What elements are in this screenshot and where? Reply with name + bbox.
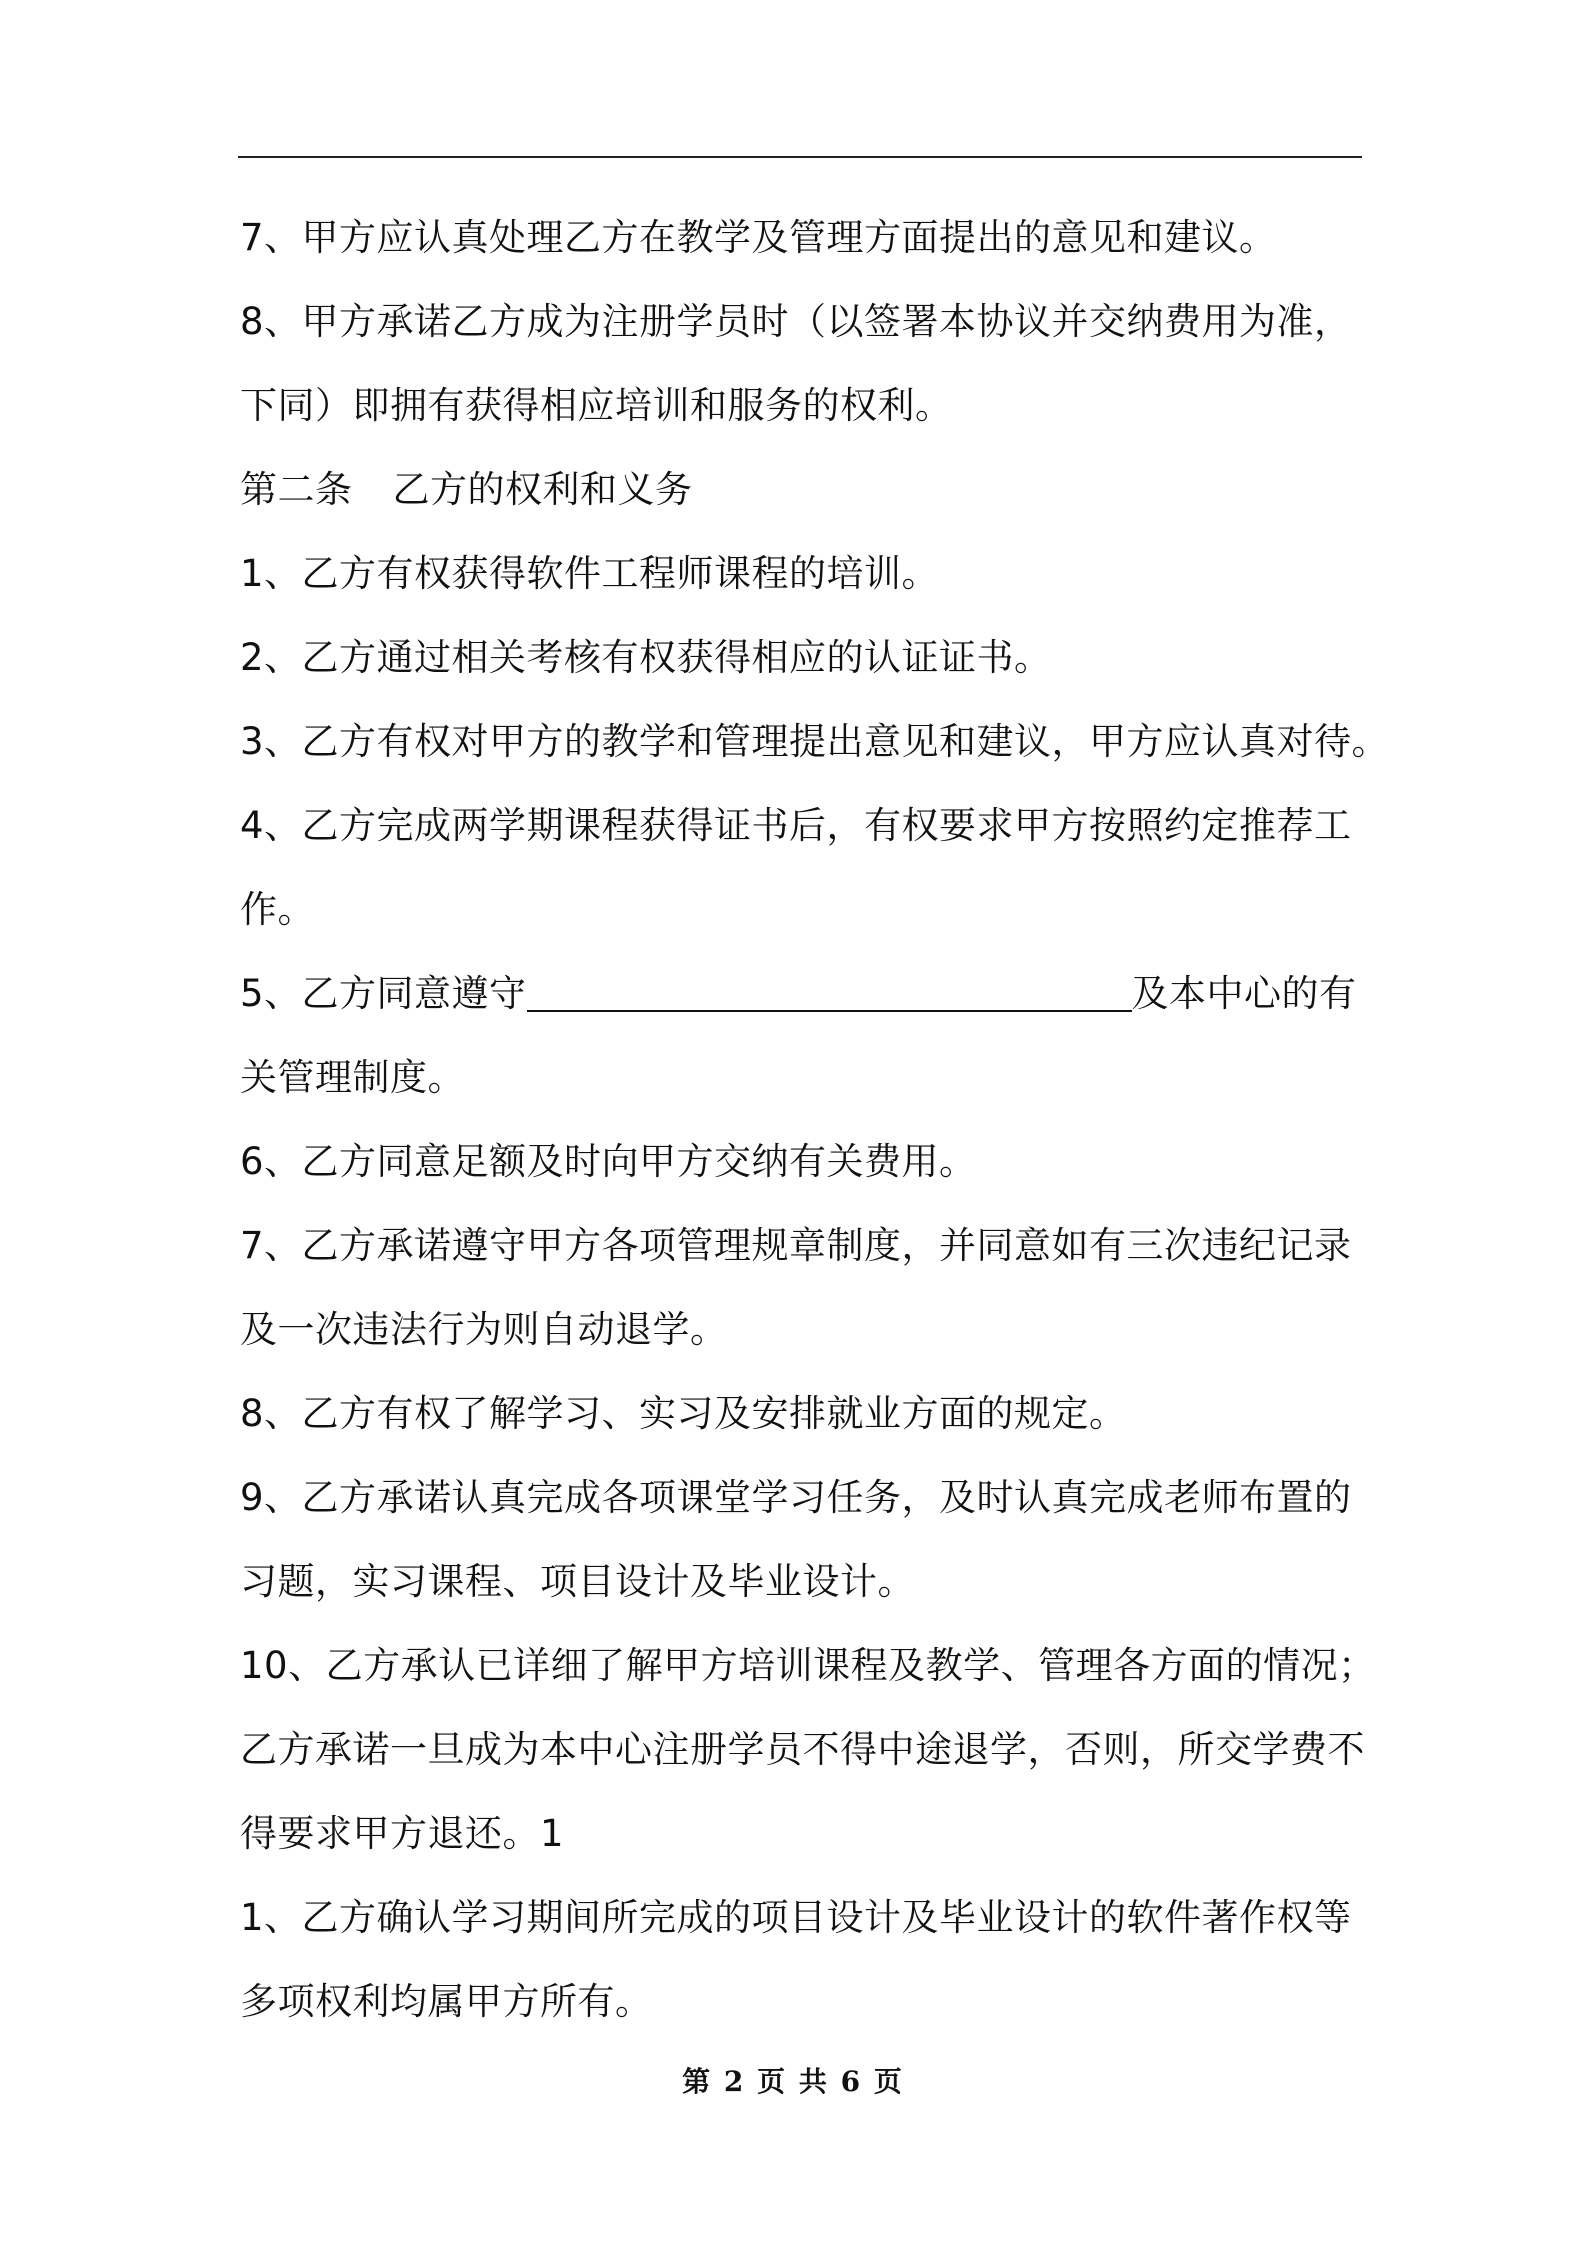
fill-in-blank [527, 974, 1132, 1012]
paragraph-line: 得要求甲方退还。1 [240, 1812, 565, 1855]
paragraph-line: 3、乙方有权对甲方的教学和管理提出意见和建议，甲方应认真对待。 [240, 720, 1390, 763]
section-number: 第二条 [240, 468, 353, 511]
paragraph-line: 1、乙方确认学习期间所完成的项目设计及毕业设计的软件著作权等 [240, 1896, 1352, 1939]
section-heading [240, 448, 1380, 532]
page-number: 第 2 页 共 6 页 [682, 2065, 904, 2098]
paragraph-line: 7、乙方承诺遵守甲方各项管理规章制度，并同意如有三次违纪记录 [240, 1224, 1352, 1267]
paragraph-line: 及一次违法行为则自动退学。 [240, 1308, 728, 1351]
paragraph-line: 习题，实习课程、项目设计及毕业设计。 [240, 1560, 915, 1603]
paragraph-line: 10、乙方承认已详细了解甲方培训课程及教学、管理各方面的情况； [240, 1644, 1376, 1687]
paragraph-line: 7、甲方应认真处理乙方在教学及管理方面提出的意见和建议。 [240, 216, 1277, 259]
item-5-suffix: 及本中心的有 [1131, 972, 1357, 1015]
document-body [240, 196, 1390, 2044]
item-5-prefix: 5、乙方同意遵守 [240, 972, 527, 1015]
paragraph-line: 1、乙方有权获得软件工程师课程的培训。 [240, 552, 940, 595]
paragraph-line: 9、乙方承诺认真完成各项课堂学习任务，及时认真完成老师布置的 [240, 1476, 1352, 1519]
section-title: 乙方的权利和义务 [392, 468, 693, 511]
item-5-line [240, 952, 1380, 1036]
paragraph-line: 4、乙方完成两学期课程获得证书后，有权要求甲方按照约定推荐工 [240, 804, 1352, 847]
paragraph-line: 乙方承诺一旦成为本中心注册学员不得中途退学，否则，所交学费不 [240, 1728, 1365, 1771]
paragraph-line: 下同）即拥有获得相应培训和服务的权利。 [240, 384, 953, 427]
paragraph-line: 6、乙方同意足额及时向甲方交纳有关费用。 [240, 1140, 977, 1183]
paragraph-line: 关管理制度。 [240, 1056, 465, 1099]
header-rule [238, 156, 1362, 158]
paragraph-line: 作。 [240, 888, 315, 931]
paragraph-line: 8、乙方有权了解学习、实习及安排就业方面的规定。 [240, 1392, 1127, 1435]
paragraph-line: 2、乙方通过相关考核有权获得相应的认证证书。 [240, 636, 1052, 679]
paragraph-line: 8、甲方承诺乙方成为注册学员时（以签署本协议并交纳费用为准， [240, 300, 1352, 343]
paragraph-line: 多项权利均属甲方所有。 [240, 1980, 653, 2023]
